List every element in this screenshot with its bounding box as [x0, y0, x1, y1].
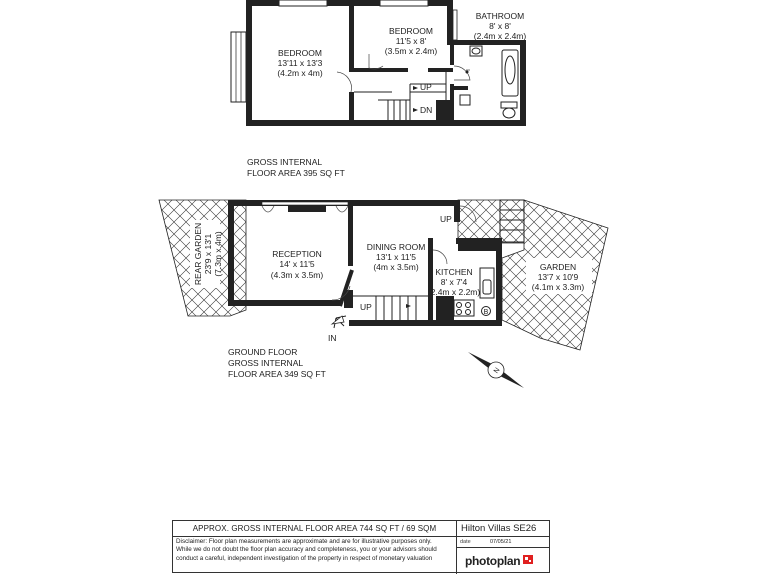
first-floor-area-line1: GROSS INTERNAL: [247, 157, 323, 167]
dining-room-metric: (4m x 3.5m): [373, 262, 419, 272]
date-value: 07/05/21: [490, 539, 512, 545]
disclaimer-line: While we do not doubt the floor plan accuracy and completeness, you or your advisors should: [176, 546, 437, 554]
kitchen-dims: 8' x 7'4: [440, 277, 468, 287]
garden-name: GARDEN: [539, 262, 577, 272]
reception-dims: 14' x 11'5: [279, 259, 315, 269]
first-floor-area-line2: FLOOR AREA 395 SQ FT: [247, 168, 345, 178]
plan-footer: [172, 520, 550, 573]
ground-floor-plan: [159, 200, 608, 388]
kitchen-metric: (2.4m x 2.2m): [427, 287, 481, 297]
kitchen-name: KITCHEN: [435, 267, 473, 277]
rear-garden-metric: (7.3m x 4m): [213, 231, 223, 277]
garden-dims: 13'7 x 10'9: [537, 272, 579, 282]
disclaimer-line: Disclaimer: Floor plan measurements are approximate and are for illustrative purposes only.: [176, 538, 432, 545]
bathroom-dims: 8' x 8': [489, 21, 511, 31]
brand-block: [457, 548, 549, 574]
dining-room-name: DINING ROOM: [366, 242, 426, 252]
rear-garden-dims: 23'9 x 13'1: [203, 233, 213, 275]
total-area-text: APPROX. GROSS INTERNAL FLOOR AREA 744 SQ FT / 69 SQM: [173, 521, 457, 537]
disclaimer: [173, 537, 457, 574]
reception-metric: (4.3m x 3.5m): [270, 270, 324, 280]
bedroom-2-dims: 11'5 x 8': [395, 36, 427, 46]
date-row: [457, 537, 549, 548]
ground-floor-area-line2: GROSS INTERNAL: [228, 358, 304, 368]
ground-floor-area-line3: FLOOR AREA 349 SQ FT: [228, 369, 326, 379]
compass-icon: [468, 352, 524, 388]
dining-room-dims: 13'1 x 11'5: [376, 252, 416, 262]
compass-label: N: [492, 366, 502, 375]
reception-name: RECEPTION: [272, 249, 322, 259]
bathroom-name: BATHROOM: [475, 11, 525, 21]
photoplan-logo-icon: [523, 555, 533, 564]
entrance-label: IN: [328, 333, 337, 343]
date-label: date: [460, 539, 471, 545]
stair-up-label: UP: [420, 82, 432, 92]
bedroom-2-name: BEDROOM: [389, 26, 433, 36]
bedroom-1-dims: 13'11 x 13'3: [277, 58, 323, 68]
bedroom-1-metric: (4.2m x 4m): [277, 68, 323, 78]
brand-name: photoplan: [465, 554, 521, 568]
disclaimer-line: conduct a careful, independent investigation of the property in respect of monetary valuation: [176, 554, 433, 562]
bedroom-2-metric: (3.5m x 2.4m): [384, 46, 438, 56]
bathroom-metric: (2.4m x 2.4m): [473, 31, 527, 41]
bedroom-1-name: BEDROOM: [278, 48, 322, 58]
first-floor-plan: [231, 0, 526, 178]
hall-stair-up-label: UP: [360, 302, 372, 312]
property-name: Hilton Villas SE26: [457, 521, 549, 537]
stair-down-label: DN: [420, 105, 433, 115]
garden-metric: (4.1m x 3.3m): [531, 282, 585, 292]
boiler-label: B: [483, 309, 489, 316]
ground-floor-area-line1: GROUND FLOOR: [228, 347, 298, 357]
dining-stair-up-label: UP: [440, 214, 452, 224]
rear-garden-name: REAR GARDEN: [193, 222, 203, 286]
